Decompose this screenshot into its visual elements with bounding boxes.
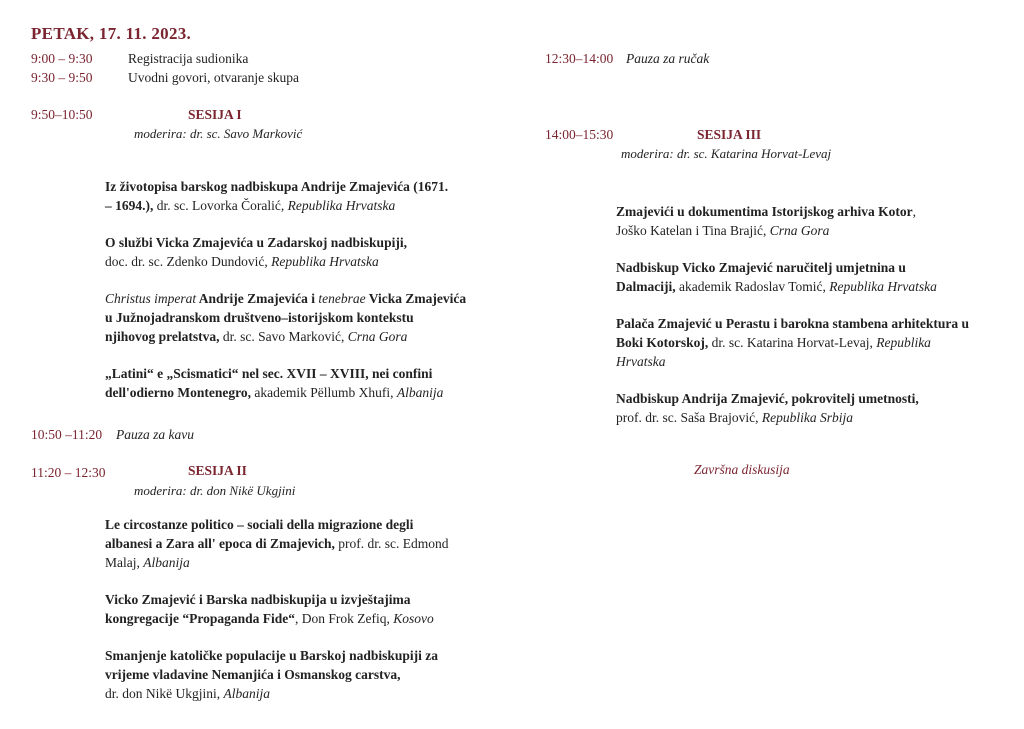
session-moderator: moderira: dr. don Nikë Ukgjini [134,483,296,498]
talk: Nadbiskup Andrija Zmajević, pokrovitelj umetnosti, prof. dr. sc. Saša Brajović, Republika Srbija [616,391,919,425]
talk: Christus imperat Andrije Zmajevića i tenebrae Vicka Zmajevića u Južnojadranskom društveno–istorijskom kontekstu njihovog prelatstva, dr. sc. Savo Marković, Crna Gora [105,291,467,344]
schedule-label: Uvodni govori, otvaranje skupa [128,70,299,85]
talk: Zmajevići u dokumentima Istorijskog arhiva Kotor, Joško Katelan i Tina Brajić, Crna Gora [616,204,916,238]
break-label: Pauza za ručak [626,51,710,66]
session-moderator: moderira: dr. sc. Savo Marković [134,126,303,141]
talk: Nadbiskup Vicko Zmajević naručitelj umjetnina u Dalmaciji, akademik Radoslav Tomić, Republika Hrvatska [616,260,937,294]
session-time: 11:20 – 12:30 [31,465,106,480]
session-time: 14:00–15:30 [545,127,614,142]
break-time: 10:50 –11:20 [31,427,103,442]
session-title: SESIJA I [188,107,242,122]
schedule-label: Registracija sudionika [128,51,249,66]
session-moderator: moderira: dr. sc. Katarina Horvat-Levaj [621,146,832,161]
talk: Smanjenje katoličke populacije u Barskoj nadbiskupiji za vrijeme vladavine Nemanjića i Osmanskog carstva, dr. don Nikë Ukgjini, Albanija [105,648,439,701]
talk: Palača Zmajević u Perastu i barokna stambena arhitektura u Boki Kotorskoj, dr. sc. Katarina Horvat-Levaj, Republika Hrvatska [616,316,969,369]
schedule-time: 9:00 – 9:30 [31,51,93,66]
session-time: 9:50–10:50 [31,107,93,122]
talk: „Latini“ e „Scismatici“ nel sec. XVII – XVIII, nei confini dell'odierno Montenegro, akademik Pëllumb Xhufi, Albanija [105,366,444,400]
break-time: 12:30–14:00 [545,51,614,66]
closing-discussion: Završna diskusija [694,462,790,477]
session-title: SESIJA III [697,127,762,142]
talk: Le circostanze politico – sociali della migrazione degli albanesi a Zara all' epoca di Zmajevich, prof. dr. sc. Edmond Malaj, Albanija [105,517,449,570]
break-label: Pauza za kavu [116,427,194,442]
talk: Vicko Zmajević i Barska nadbiskupija u izvještajima kongregacije “Propaganda Fide“, Don Frok Zefiq, Kosovo [105,592,434,626]
talk: O službi Vicka Zmajevića u Zadarskoj nadbiskupiji, doc. dr. sc. Zdenko Dundović, Republika Hrvatska [105,235,407,269]
day-title: PETAK, 17. 11. 2023. [31,24,192,43]
schedule-time: 9:30 – 9:50 [31,70,93,85]
talk: Iz životopisa barskog nadbiskupa Andrije Zmajevića (1671. – 1694.), dr. sc. Lovorka Čoralić, Republika Hrvatska [105,179,449,213]
session-title: SESIJA II [188,463,247,478]
